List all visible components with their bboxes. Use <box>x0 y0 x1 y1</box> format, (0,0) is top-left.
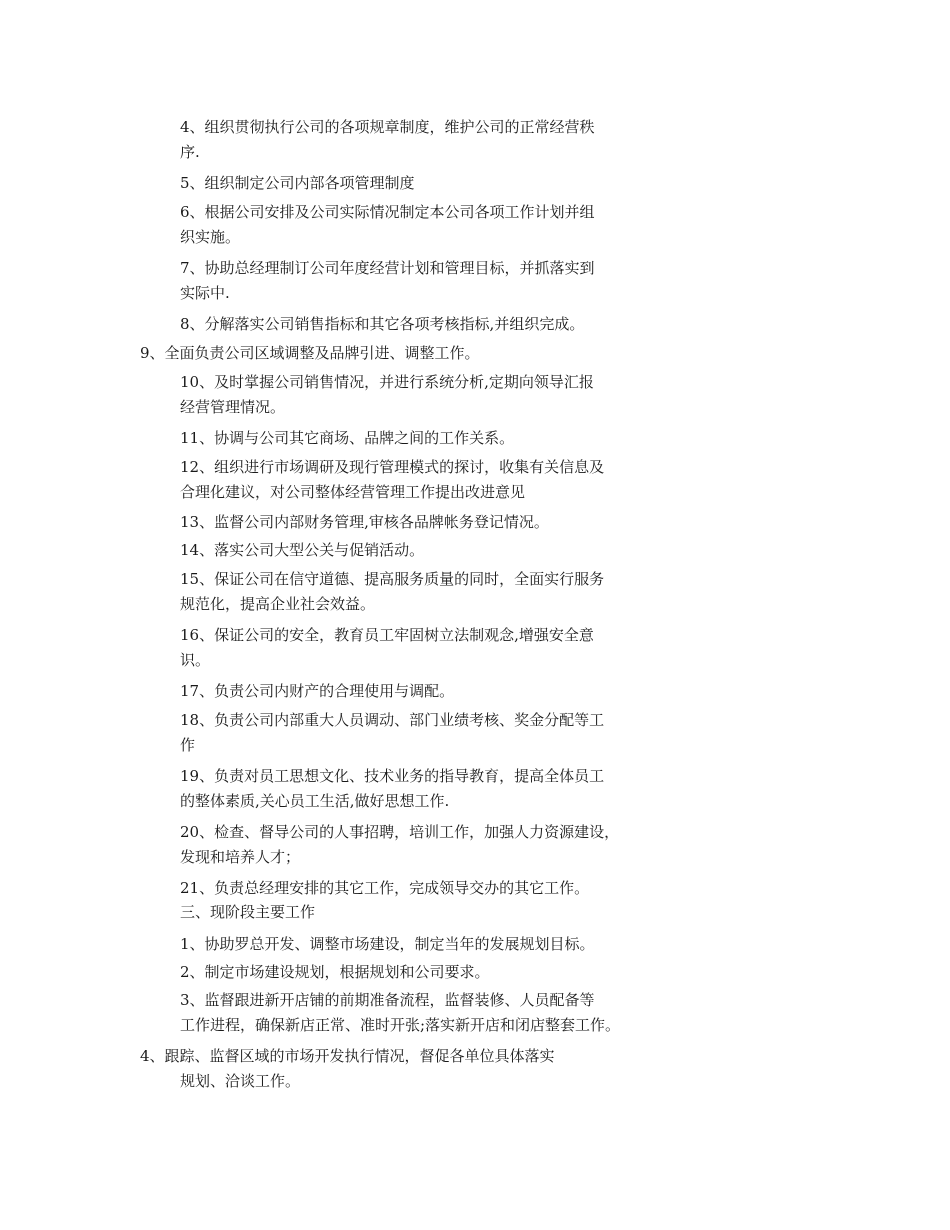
section-heading <box>180 900 680 925</box>
paragraph-item-6 <box>180 200 680 250</box>
paragraph-item-15 <box>180 567 680 617</box>
paragraph-item-12 <box>180 455 680 505</box>
text-line: 实际中. <box>180 284 230 302</box>
text-line: 1、协助罗总开发、调整市场建设，制定当年的发展规划目标。 <box>180 935 595 953</box>
text-line: 的整体素质,关心员工生活,做好思想工作. <box>180 792 450 810</box>
text-line: 9、全面负责公司区域调整及品牌引进、调整工作。 <box>140 344 480 362</box>
text-line: 识。 <box>180 651 211 669</box>
text-line: 经营管理情况。 <box>180 398 286 416</box>
text-line: 合理化建议，对公司整体经营管理工作提出改进意见 <box>180 483 526 501</box>
text-line: 10、及时掌握公司销售情况，并进行系统分析,定期向领导汇报 <box>180 373 594 391</box>
paragraph-item-17 <box>180 679 680 704</box>
paragraph-item-20 <box>180 820 680 870</box>
text-line: 13、监督公司内部财务管理,审核各品牌帐务登记情况。 <box>180 513 549 531</box>
text-line: 20、检查、督导公司的人事招聘，培训工作，加强人力资源建设， <box>180 823 620 841</box>
paragraph-task-3 <box>180 988 680 1038</box>
paragraph-task-4 <box>140 1044 640 1094</box>
paragraph-task-2 <box>180 960 680 985</box>
paragraph-item-14 <box>180 538 680 563</box>
text-line: 7、协助总经理制订公司年度经营计划和管理目标，并抓落实到 <box>180 259 595 277</box>
text-line: 18、负责公司内部重大人员调动、部门业绩考核、奖金分配等工 <box>180 711 605 729</box>
paragraph-item-18 <box>180 708 680 758</box>
text-line: 5、组织制定公司内部各项管理制度 <box>180 174 415 192</box>
paragraph-item-4 <box>180 115 680 165</box>
text-line: 发现和培养人才； <box>180 848 301 866</box>
paragraph-item-16 <box>180 623 680 673</box>
paragraph-item-7 <box>180 256 680 306</box>
text-line: 2、制定市场建设规划，根据规划和公司要求。 <box>180 963 490 981</box>
text-line: 序. <box>180 143 200 161</box>
paragraph-item-5 <box>180 171 680 196</box>
paragraph-item-19 <box>180 764 680 814</box>
text-line: 3、监督跟进新开店铺的前期准备流程，监督装修、人员配备等 <box>180 991 595 1009</box>
text-line: 17、负责公司内财产的合理使用与调配。 <box>180 682 455 700</box>
paragraph-item-9 <box>140 341 640 366</box>
text-line: 12、组织进行市场调研及现行管理模式的探讨，收集有关信息及 <box>180 458 605 476</box>
text-line: 4、跟踪、监督区域的市场开发执行情况，督促各单位具体落实 <box>140 1047 555 1065</box>
text-line: 11、协调与公司其它商场、品牌之间的工作关系。 <box>180 429 515 447</box>
text-line: 规范化，提高企业社会效益。 <box>180 595 376 613</box>
paragraph-item-11 <box>180 426 680 451</box>
text-line: 作 <box>180 736 196 754</box>
text-line: 21、负责总经理安排的其它工作，完成领导交办的其它工作。 <box>180 879 590 897</box>
text-line: 4、组织贯彻执行公司的各项规章制度，维护公司的正常经营秩 <box>180 118 595 136</box>
text-line: 15、保证公司在信守道德、提高服务质量的同时，全面实行服务 <box>180 570 605 588</box>
paragraph-task-1 <box>180 932 680 957</box>
text-line: 织实施。 <box>180 228 241 246</box>
text-line: 8、分解落实公司销售指标和其它各项考核指标,并组织完成。 <box>180 315 585 333</box>
text-line: 6、根据公司安排及公司实际情况制定本公司各项工作计划并组 <box>180 203 595 221</box>
paragraph-item-21 <box>180 876 680 901</box>
text-line: 19、负责对员工思想文化、技术业务的指导教育，提高全体员工 <box>180 767 605 785</box>
text-line: 工作进程，确保新店正常、准时开张;落实新开店和闭店整套工作。 <box>180 1016 621 1034</box>
text-line: 三、现阶段主要工作 <box>180 903 316 921</box>
paragraph-item-13 <box>180 510 680 535</box>
text-line: 14、落实公司大型公关与促销活动。 <box>180 541 425 559</box>
text-line: 规划、洽谈工作。 <box>180 1072 301 1090</box>
text-line: 16、保证公司的安全，教育员工牢固树立法制观念,增强安全意 <box>180 626 594 644</box>
paragraph-item-8 <box>180 312 680 337</box>
paragraph-item-10 <box>180 370 680 420</box>
